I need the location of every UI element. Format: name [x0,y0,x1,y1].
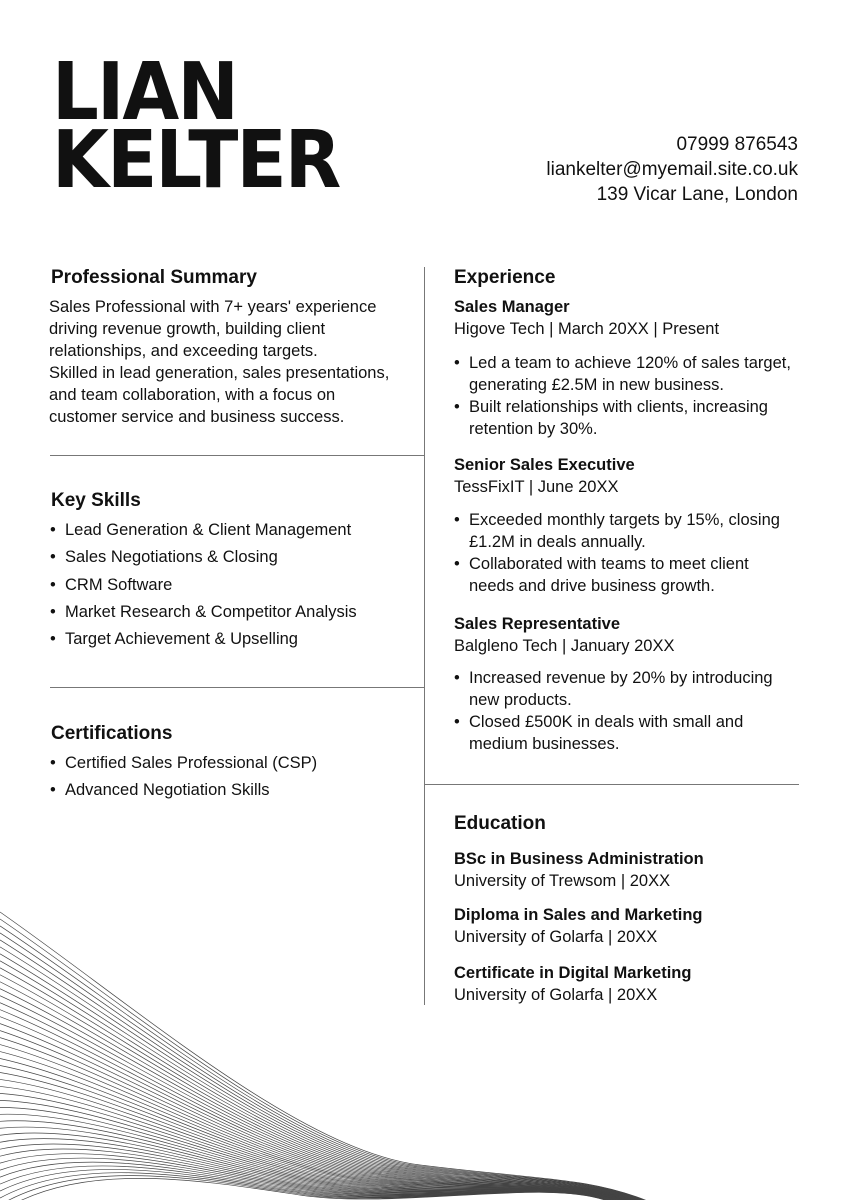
bullet-icon: • [50,548,56,567]
job-bullet [454,352,791,396]
skill-text: Target Achievement & Upselling [65,630,298,649]
bullet-icon: • [454,354,460,372]
bullet-icon: • [50,754,56,772]
bullet-icon: • [454,555,460,573]
experience-heading: Experience [454,267,556,288]
summary-line: Skilled in lead generation, sales presentations, [49,364,390,382]
job-bullets [454,352,791,440]
bullet-line: Increased revenue by 20% by introducing [469,669,773,687]
summary-line: Sales Professional with 7+ years' experience [49,298,377,316]
bullet-line: £1.2M in deals annually. [469,533,646,551]
job-bullet [454,711,773,755]
contact-block [546,132,798,207]
bullet-icon: • [50,781,56,800]
certifications-heading: Certifications [51,723,173,744]
skill-item [50,572,357,599]
job-bullet [454,396,791,440]
job-meta: Balgleno Tech | January 20XX [454,637,675,655]
skills-list [50,517,357,653]
degree-meta: University of Golarfa | 20XX [454,986,658,1004]
certification-text: Advanced Negotiation Skills [65,781,270,800]
degree-name: BSc in Business Administration [454,850,704,868]
job-bullets [454,509,780,597]
last-name: KELTER [52,114,340,206]
bullet-icon: • [454,669,460,687]
bullet-line: Exceeded monthly targets by 15%, closing [469,511,780,529]
skills-divider [50,687,425,688]
skill-text: Market Research & Competitor Analysis [65,602,357,621]
bullet-line: needs and drive business growth. [469,577,715,595]
job-meta: Higove Tech | March 20XX | Present [454,320,720,338]
wave-line [0,1031,634,1200]
summary-line: and team collaboration, with a focus on [49,386,336,404]
summary-heading: Professional Summary [51,267,257,288]
bullet-line: medium businesses. [469,735,620,753]
experience-divider [424,784,799,785]
summary-line: relationships, and exceeding targets. [49,342,318,360]
column-divider [424,267,425,1005]
wave-line [0,1045,632,1200]
degree-meta: University of Trewsom | 20XX [454,872,671,890]
education-heading: Education [454,813,546,834]
bullet-line: Collaborated with teams to meet client [469,555,749,573]
summary-text [49,296,389,428]
skill-item [50,599,357,626]
skill-text: Lead Generation & Client Management [65,521,352,539]
skill-item [50,626,357,653]
bullet-icon: • [50,575,56,594]
bullet-icon: • [454,713,460,731]
bullet-icon: • [50,602,56,621]
wave-line [0,1038,633,1200]
job-bullet [454,553,780,597]
degree-name: Diploma in Sales and Marketing [454,906,703,924]
summary-line: driving revenue growth, building client [49,320,326,338]
wave-line [0,1010,637,1200]
degree-name: Certificate in Digital Marketing [454,964,692,982]
summary-line: customer service and business success. [49,408,345,426]
skill-item [50,517,357,544]
bullet-line: Closed £500K in deals with small and [469,713,744,731]
bullet-line: Led a team to achieve 120% of sales target, [469,354,791,372]
job-role: Sales Representative [454,615,621,633]
degree-meta: University of Golarfa | 20XX [454,928,658,946]
bullet-line: generating £2.5M in new business. [469,376,724,394]
phone-number: 07999 876543 [676,134,798,155]
job-role: Senior Sales Executive [454,456,635,474]
candidate-name [52,46,340,206]
first-name: LIAN [52,46,238,138]
summary-divider [50,455,425,456]
skill-text: Sales Negotiations & Closing [65,548,278,567]
job-bullet [454,667,773,711]
bullet-line: new products. [469,691,572,709]
bullet-icon: • [50,521,56,539]
home-address: 139 Vicar Lane, London [596,184,798,205]
certification-text: Certified Sales Professional (CSP) [65,754,318,772]
certifications-list [50,750,317,805]
bullet-line: retention by 30%. [469,420,598,438]
bullet-line: Built relationships with clients, increasing [469,398,768,416]
email-address[interactable]: liankelter@myemail.site.co.uk [546,159,798,180]
skills-heading: Key Skills [51,490,141,511]
skill-item [50,544,357,571]
job-bullet [454,509,780,553]
certification-item [50,750,317,777]
bullet-icon: • [454,398,460,416]
wave-line [0,1003,638,1200]
job-bullets [454,667,773,755]
bullet-icon: • [50,630,56,649]
job-meta: TessFixIT | June 20XX [454,478,619,496]
job-role: Sales Manager [454,298,570,316]
certification-item [50,777,317,804]
bullet-icon: • [454,511,460,529]
skill-text: CRM Software [65,575,173,594]
